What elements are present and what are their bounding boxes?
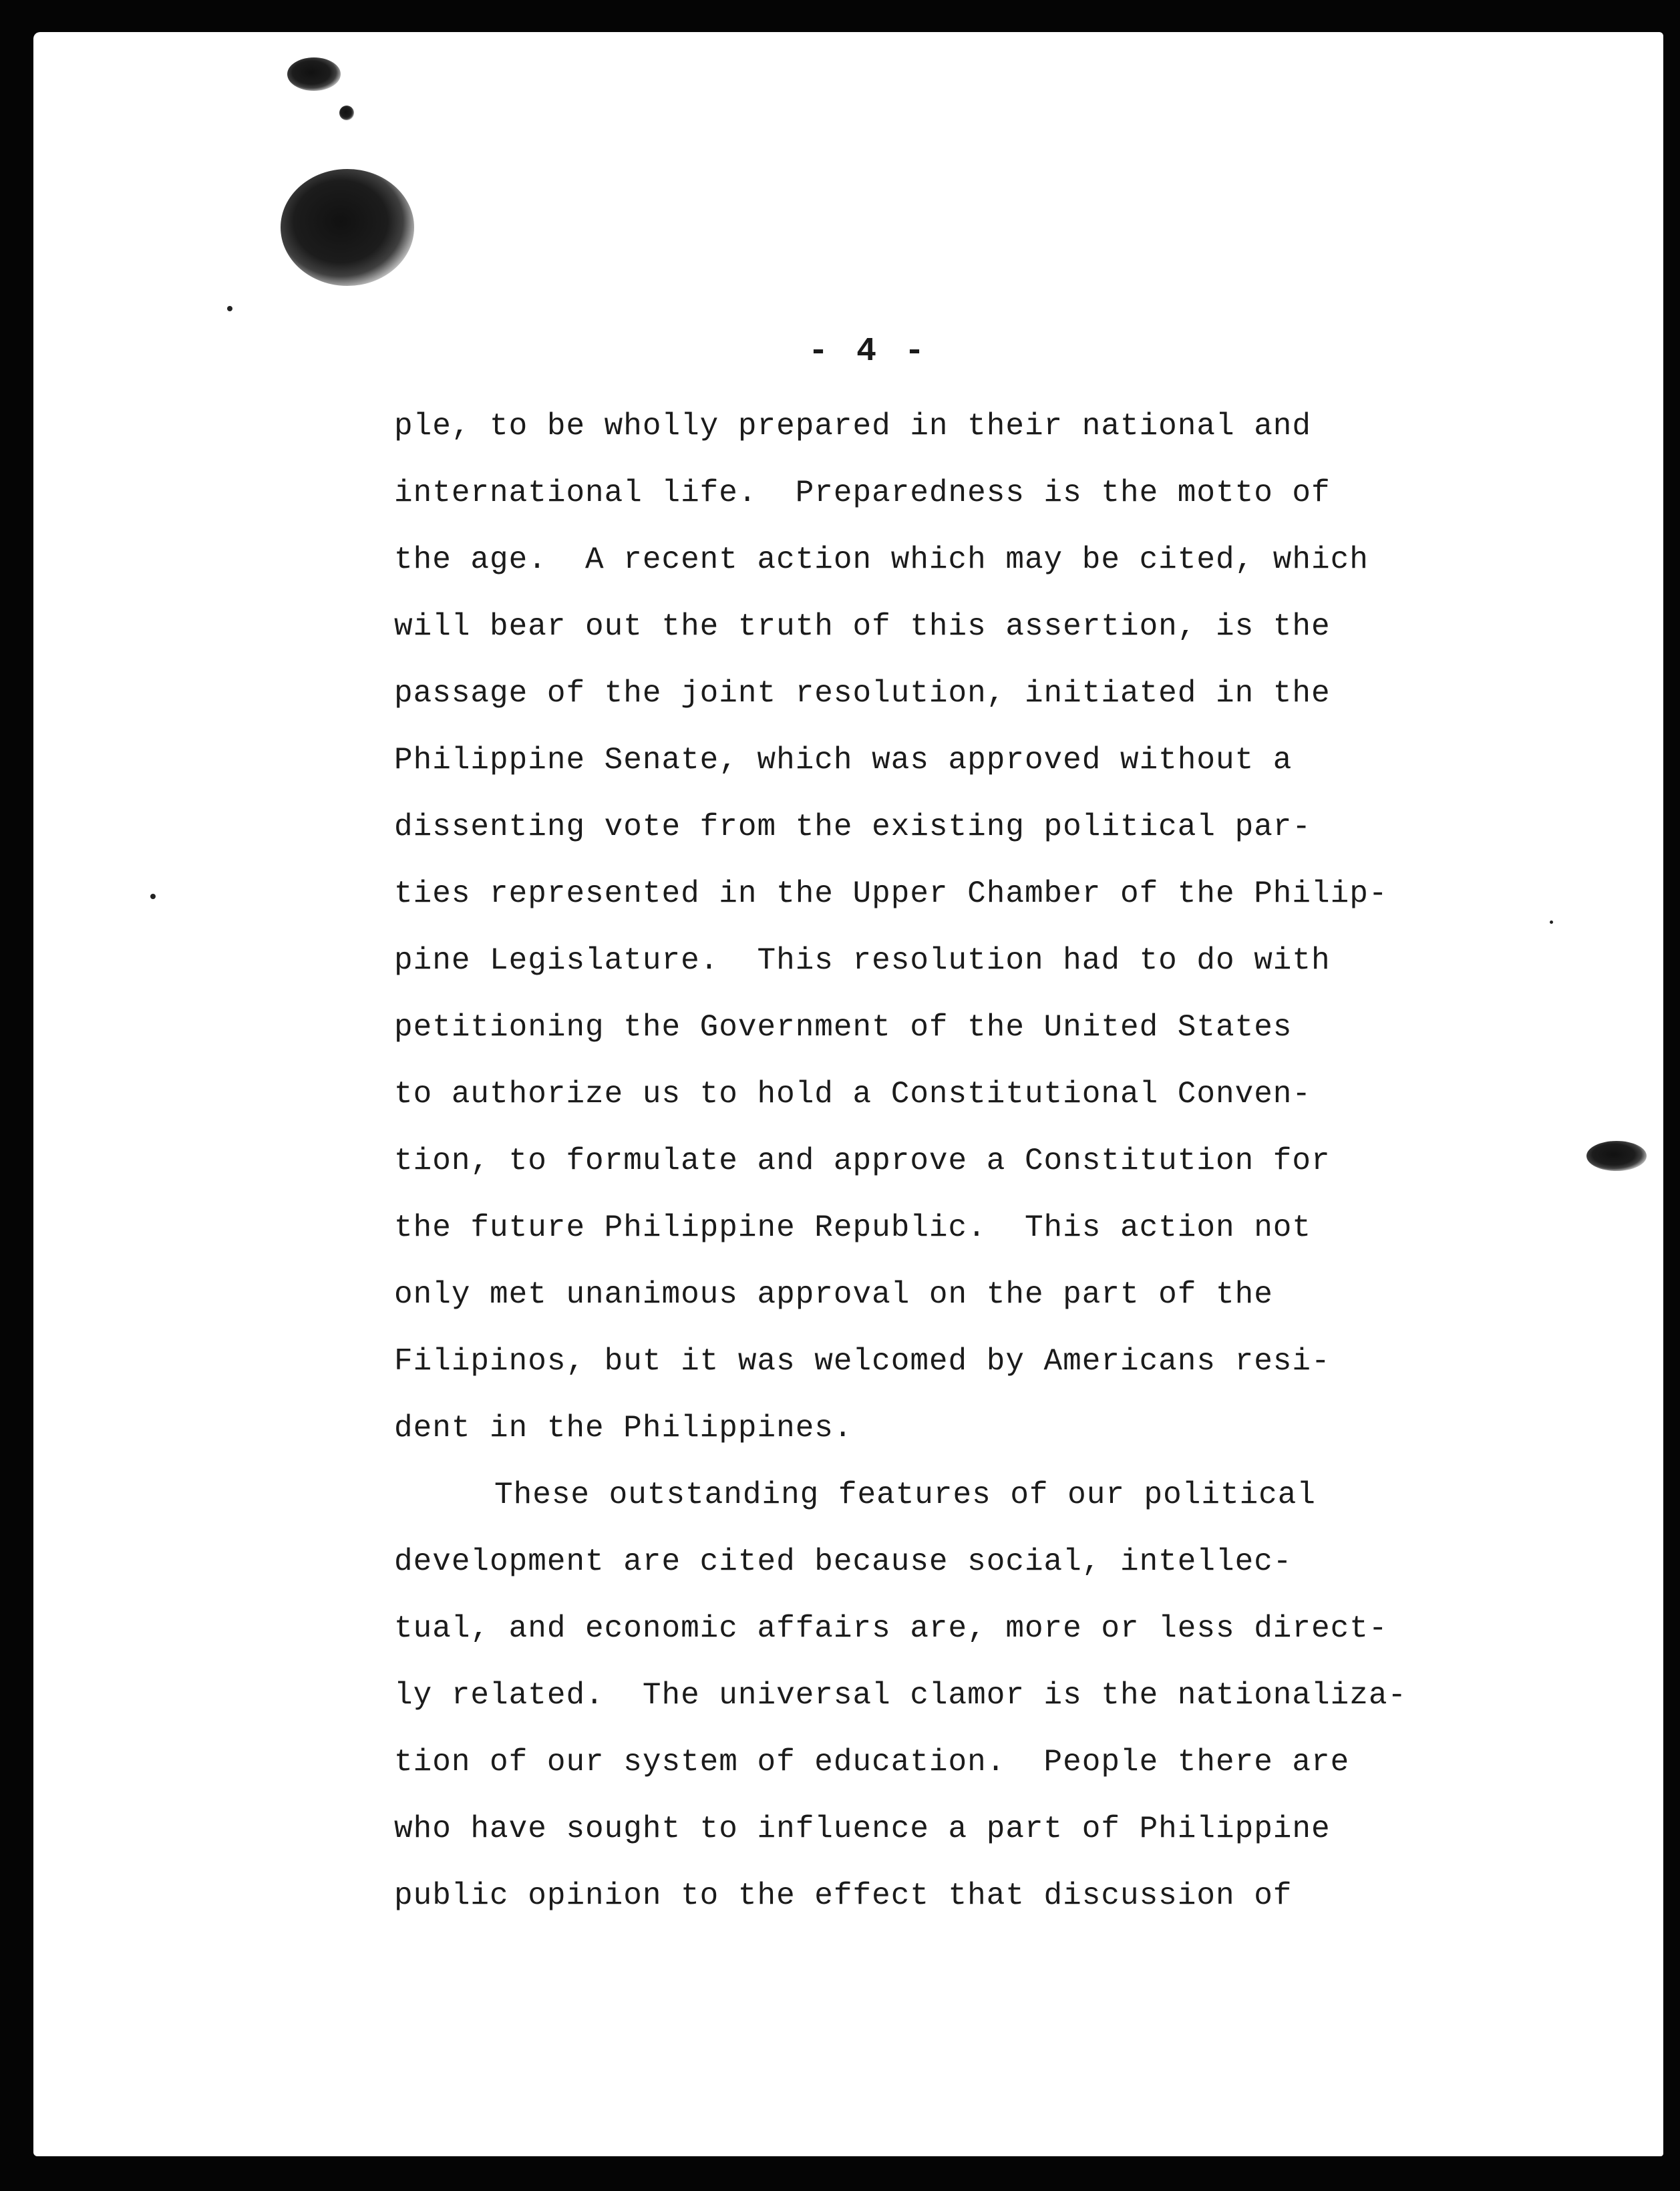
text-line: Filipinos, but it was welcomed by Americans resi- <box>394 1344 1331 1379</box>
text-line: dissenting vote from the existing political par- <box>394 810 1312 844</box>
ink-blot <box>281 169 414 286</box>
typewritten-page <box>33 32 1663 2156</box>
ink-speck <box>227 306 232 311</box>
text-line: ties represented in the Upper Chamber of the Philip- <box>394 876 1388 911</box>
page-number: - 4 - <box>808 333 929 371</box>
text-line: Philippine Senate, which was approved without a <box>394 743 1293 778</box>
ink-speck <box>1550 920 1553 924</box>
ink-blot <box>287 57 341 91</box>
text-line: passage of the joint resolution, initiated in the <box>394 676 1331 711</box>
text-line: ly related. The universal clamor is the nationaliza- <box>394 1678 1407 1713</box>
text-line: ple, to be wholly prepared in their national and <box>394 409 1312 444</box>
text-line: tion, to formulate and approve a Constitution for <box>394 1144 1331 1178</box>
text-line: pine Legislature. This resolution had to do with <box>394 943 1331 978</box>
text-line: the age. A recent action which may be cited, which <box>394 542 1369 577</box>
text-line: public opinion to the effect that discussion of <box>394 1878 1293 1913</box>
text-line: to authorize us to hold a Constitutional Conven- <box>394 1077 1312 1112</box>
body-text <box>394 393 1516 1929</box>
text-line: development are cited because social, intellec- <box>394 1544 1293 1579</box>
text-line: will bear out the truth of this assertion, is the <box>394 609 1331 644</box>
text-line: dent in the Philippines. <box>394 1411 853 1446</box>
text-line: who have sought to influence a part of Philippine <box>394 1812 1331 1846</box>
text-line: the future Philippine Republic. This action not <box>394 1210 1312 1245</box>
text-line: only met unanimous approval on the part of the <box>394 1277 1273 1312</box>
ink-speck <box>150 894 156 899</box>
ink-blot <box>1586 1141 1647 1171</box>
text-line: petitioning the Government of the United States <box>394 1010 1293 1045</box>
ink-blot <box>339 106 354 120</box>
text-line: These outstanding features of our political <box>494 1478 1316 1512</box>
text-line: tion of our system of education. People there are <box>394 1745 1350 1780</box>
text-line: international life. Preparedness is the motto of <box>394 476 1331 510</box>
text-line: tual, and economic affairs are, more or less direct- <box>394 1611 1388 1646</box>
